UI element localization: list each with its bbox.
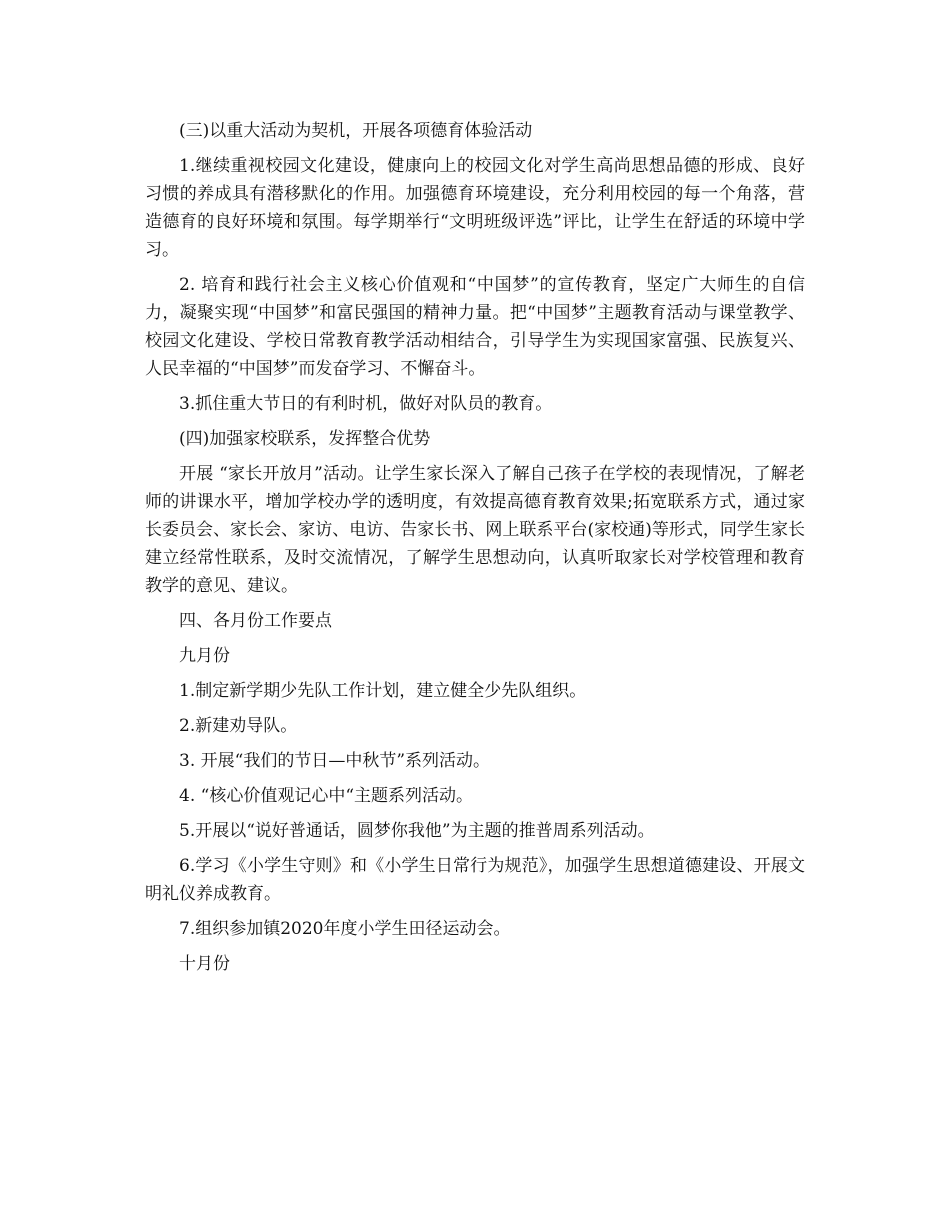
list-item-3: 3. 开展“我们的节日—中秋节”系列活动。 (179, 751, 491, 771)
section-heading-home-school: (四)加强家校联系，发挥整合优势 (179, 429, 431, 449)
section-heading-monthly-plan: 四、各月份工作要点 (179, 611, 332, 631)
document-body (145, 117, 805, 978)
month-heading-october: 十月份 (179, 954, 230, 974)
list-item-5: 5.开展以“说好普通话，圆梦你我他”为主题的推普周系列活动。 (179, 821, 655, 841)
paragraph-core-values: 2. 培育和践行社会主义核心价值观和“中国梦”的宣传教育，坚定广大师生的自信力，凝聚实现“中国梦”和富民强国的精神力量。把“中国梦”主题教育活动与课堂教学、校园文化建设、学校日常教育教学活动相结合，引导学生为实现国家富强、民族复兴、人民幸福的“中国梦”而发奋学习、不懈奋斗。 (145, 275, 805, 379)
paragraph-festivals: 3.抓住重大节日的有利时机，做好对队员的教育。 (179, 394, 553, 414)
list-item-4: 4. “核心价值观记心中“主题系列活动。 (179, 786, 474, 806)
list-item-6: 6.学习《小学生守则》和《小学生日常行为规范》，加强学生思想道德建设、开展文明礼仪养成教育。 (145, 856, 805, 904)
section-heading-activities: (三)以重大活动为契机，开展各项德育体验活动 (179, 121, 533, 141)
list-item-2: 2.新建劝导队。 (179, 716, 298, 736)
month-heading-september: 九月份 (179, 646, 230, 666)
list-item-1: 1.制定新学期少先队工作计划，建立健全少先队组织。 (179, 681, 587, 701)
paragraph-parent-open-month: 开展 “家长开放月”活动。让学生家长深入了解自己孩子在学校的表现情况，了解老师的讲课水平，增加学校办学的透明度，有效提高德育教育效果;拓宽联系方式，通过家长委员会、家长会、家访、电访、告家长书、网上联系平台(家校通)等形式，同学生家长建立经常性联系，及时交流情况，了解学生思想动向，认真听取家长对学校管理和教育教学的意见、建议。 (145, 464, 805, 596)
list-item-7: 7.组织参加镇2020年度小学生田径运动会。 (179, 919, 511, 939)
paragraph-campus-culture: 1.继续重视校园文化建设，健康向上的校园文化对学生高尚思想品德的形成、良好习惯的养成具有潜移默化的作用。加强德育环境建设，充分利用校园的每一个角落，营造德育的良好环境和氛围。每学期举行“文明班级评选”评比，让学生在舒适的环境中学习。 (145, 156, 805, 260)
